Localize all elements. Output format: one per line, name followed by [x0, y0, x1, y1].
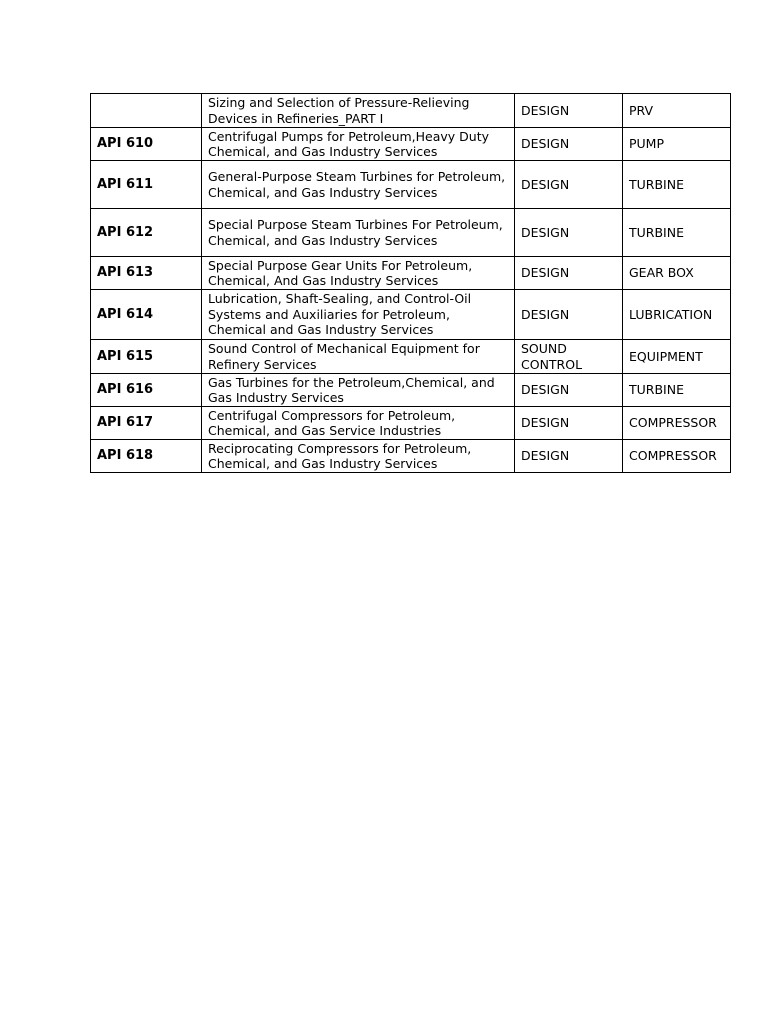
- table-row: [91, 257, 731, 290]
- table-body: [91, 94, 731, 473]
- category-cell: DESIGN: [515, 257, 623, 290]
- standard-title-cell: Gas Turbines for the Petroleum,Chemical, and Gas Industry Services: [202, 374, 515, 407]
- category-cell: DESIGN: [515, 290, 623, 340]
- category-cell: DESIGN: [515, 374, 623, 407]
- standard-title-cell: Special Purpose Gear Units For Petroleum, Chemical, And Gas Industry Services: [202, 257, 515, 290]
- category-cell: DESIGN: [515, 128, 623, 161]
- standard-title-cell: Sizing and Selection of Pressure-Relieving Devices in Refineries_PART I: [202, 94, 515, 128]
- equipment-cell: PRV: [623, 94, 731, 128]
- standard-code-cell: API 612: [91, 209, 202, 257]
- standard-title-cell: General-Purpose Steam Turbines for Petroleum, Chemical, and Gas Industry Services: [202, 161, 515, 209]
- equipment-cell: TURBINE: [623, 374, 731, 407]
- equipment-cell: LUBRICATION: [623, 290, 731, 340]
- category-cell: DESIGN: [515, 161, 623, 209]
- table-row: [91, 128, 731, 161]
- standard-code-cell: API 613: [91, 257, 202, 290]
- equipment-cell: TURBINE: [623, 161, 731, 209]
- table-row: [91, 290, 731, 340]
- table-row: [91, 407, 731, 440]
- equipment-cell: TURBINE: [623, 209, 731, 257]
- equipment-cell: GEAR BOX: [623, 257, 731, 290]
- table-row: [91, 209, 731, 257]
- standard-code-cell: API 617: [91, 407, 202, 440]
- equipment-cell: EQUIPMENT: [623, 340, 731, 374]
- standard-title-cell: Centrifugal Pumps for Petroleum,Heavy Duty Chemical, and Gas Industry Services: [202, 128, 515, 161]
- table-row: [91, 440, 731, 473]
- equipment-cell: PUMP: [623, 128, 731, 161]
- standard-code-cell: [91, 94, 202, 128]
- category-cell: SOUND CONTROL: [515, 340, 623, 374]
- standard-code-cell: API 618: [91, 440, 202, 473]
- standard-title-cell: Lubrication, Shaft-Sealing, and Control-Oil Systems and Auxiliaries for Petroleum, Chemical and Gas Industry Services: [202, 290, 515, 340]
- equipment-cell: COMPRESSOR: [623, 407, 731, 440]
- category-cell: DESIGN: [515, 407, 623, 440]
- table-row: [91, 374, 731, 407]
- standard-code-cell: API 614: [91, 290, 202, 340]
- category-cell: DESIGN: [515, 209, 623, 257]
- standard-code-cell: API 616: [91, 374, 202, 407]
- standard-code-cell: API 615: [91, 340, 202, 374]
- standard-code-cell: API 610: [91, 128, 202, 161]
- table-row: [91, 161, 731, 209]
- api-standards-table: [90, 93, 731, 473]
- category-cell: DESIGN: [515, 94, 623, 128]
- category-cell: DESIGN: [515, 440, 623, 473]
- standard-title-cell: Centrifugal Compressors for Petroleum, Chemical, and Gas Service Industries: [202, 407, 515, 440]
- table-row: [91, 94, 731, 128]
- standard-code-cell: API 611: [91, 161, 202, 209]
- standard-title-cell: Special Purpose Steam Turbines For Petroleum, Chemical, and Gas Industry Services: [202, 209, 515, 257]
- standard-title-cell: Reciprocating Compressors for Petroleum, Chemical, and Gas Industry Services: [202, 440, 515, 473]
- table-row: [91, 340, 731, 374]
- equipment-cell: COMPRESSOR: [623, 440, 731, 473]
- standard-title-cell: Sound Control of Mechanical Equipment for Refinery Services: [202, 340, 515, 374]
